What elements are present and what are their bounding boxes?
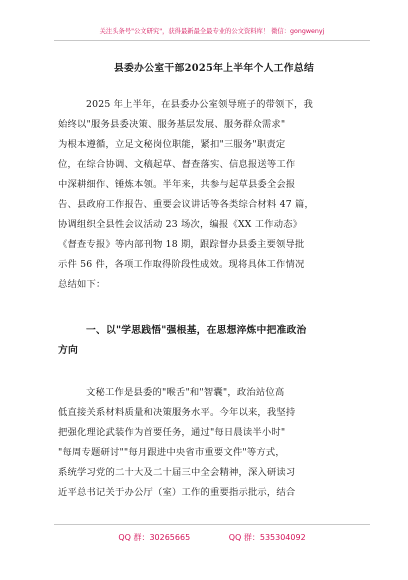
footer-qq-group-1: QQ 群：30265665 [118, 533, 191, 542]
footer-qq-group-2: QQ 群：535304092 [228, 533, 306, 542]
paragraph-line: 总结如下： [58, 279, 106, 290]
paragraph-line: 示件 56 件，各项工作取得阶段性成效。现将具体工作情况 [58, 259, 305, 270]
paragraph-line: 中深耕细作、锤炼本领。半年来，共参与起草县委全会报 [58, 179, 296, 190]
paragraph-line: 始终以"服务县委决策、服务基层发展、服务群众需求" [58, 119, 286, 130]
paragraph-line: 2025 年上半年，在县委办公室领导班子的带领下，我 [86, 99, 314, 110]
paragraph-line: 系统学习党的二十大及二十届三中全会精神，深入研读习 [58, 467, 296, 478]
header-notice: 关注头条号"公文研究"，获得最新最全最专业的公文资料库！ 微信：gongwenyj [99, 28, 325, 35]
paragraph-line: 文秘工作是县委的"喉舌"和"智囊"，政治站位高 [86, 387, 285, 398]
section-heading: 方向 [58, 345, 78, 356]
paragraph-line: 近平总书记关于办公厅（室）工作的重要指示批示，结合 [58, 487, 296, 498]
paragraph-line: 为根本遵循，立足文秘岗位职能，紧扣"三服务"职责定 [58, 139, 286, 150]
section-heading: 一、以"学思践悟"强根基，在思想淬炼中把准政治 [86, 325, 307, 336]
header-divider [54, 40, 370, 41]
paragraph-line: "每周专题研讨""每月跟进中央省市重要文件"等方式， [58, 447, 285, 458]
document-title: 县委办公室干部2025年上半年个人工作总结 [113, 63, 315, 74]
paragraph-line: 《督查专报》等内部刊物 18 期，跟踪督办县委主要领导批 [58, 239, 305, 250]
paragraph-line: 低直接关系材料质量和决策服务水平。今年以来，我坚持 [58, 407, 296, 418]
paragraph-line: 把强化理论武装作为首要任务，通过"每日晨读半小时" [58, 427, 286, 438]
footer-contact [54, 532, 370, 543]
footer-divider [54, 524, 370, 525]
paragraph-line: 告、县政府工作报告、重要会议讲话等各类综合材料 47 篇， [58, 199, 314, 210]
paragraph-line: 协调组织全县性会议活动 23 场次，编报《XX 工作动态》 [58, 219, 303, 230]
paragraph-line: 位，在综合协调、文稿起草、督查落实、信息报送等工作 [58, 159, 296, 170]
